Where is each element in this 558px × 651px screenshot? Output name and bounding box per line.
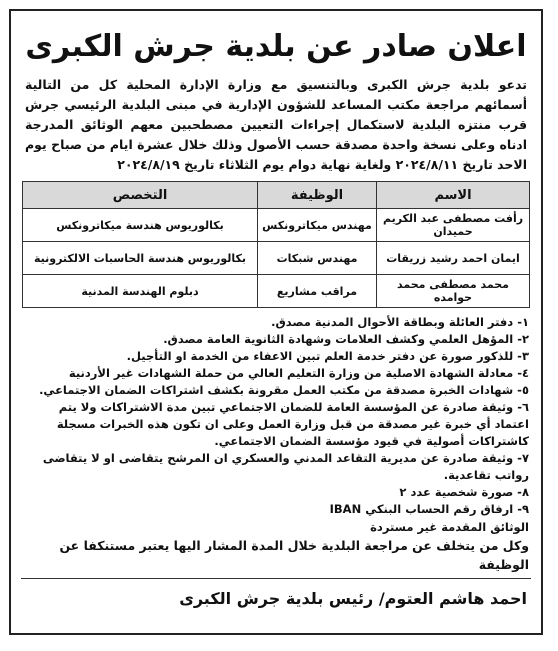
list-item: ١- دفتر العائلة وبطاقة الأحوال المدنية مصدق. xyxy=(271,315,529,329)
list-item: ٢- المؤهل العلمي وكشف العلامات وشهادة الثانوية العامة مصدق. xyxy=(163,332,529,346)
cell-specialty: دبلوم الهندسة المدنية xyxy=(23,275,258,308)
cell-name: رأفت مصطفى عبد الكريم حميدان xyxy=(377,209,530,242)
warning-note: وكل من يتخلف عن مراجعة البلدية خلال المدة المشار اليها يعتبر مستنكفا عن الوظيفة xyxy=(59,538,529,572)
cell-job: مهندس شبكات xyxy=(258,242,377,275)
table-row xyxy=(23,275,530,308)
cell-specialty: بكالوريوس هندسة الحاسبات الالكترونية xyxy=(23,242,258,275)
header-specialty: التخصص xyxy=(23,182,258,209)
list-item: ٧- وثيقة صادرة عن مديرية التقاعد المدني والعسكري ان المرشح يتقاضى او لا يتقاضى رواتب تقاعدية. xyxy=(42,451,529,482)
list-item: ٣- للذكور صورة عن دفتر خدمة العلم تبين الاعفاء من الخدمة او التأجيل. xyxy=(126,349,529,363)
cell-job: مهندس ميكاترونكس xyxy=(258,209,377,242)
candidates-table xyxy=(22,181,530,308)
cell-name: محمد مصطفى محمد حوامده xyxy=(377,275,530,308)
header-name: الاسم xyxy=(377,182,530,209)
cell-job: مراقب مشاريع xyxy=(258,275,377,308)
table-row xyxy=(23,209,530,242)
announcement-title: اعلان صادر عن بلدية جرش الكبرى xyxy=(25,29,527,64)
list-item: ٩- ارفاق رقم الحساب البنكي IBAN xyxy=(329,502,529,516)
cell-name: ايمان احمد رشيد زريقات xyxy=(377,242,530,275)
divider xyxy=(21,578,531,579)
signature: احمد هاشم العتوم/ رئيس بلدية جرش الكبرى xyxy=(179,589,527,608)
cell-specialty: بكالوريوس هندسة ميكاترونكس xyxy=(23,209,258,242)
list-item: ٥- شهادات الخبرة مصدقة من مكتب العمل مقرونة بكشف اشتراكات الضمان الاجتماعي. xyxy=(39,383,529,397)
table-row xyxy=(23,242,530,275)
documents-note: الوثائق المقدمة غير مستردة xyxy=(370,520,529,534)
table-header-row xyxy=(23,182,530,209)
list-item: ٦- وثيقة صادرة عن المؤسسة العامة للضمان الاجتماعي تبين مدة الاشتراكات ولا يتم اعتماد أي خبرة غير مصدقة من قبل وزارة العمل وعلى ان تكون هذه الخبرات مسجلة كاشتراكات أصولية في قيود مؤسسة الضمان الاجتماعي. xyxy=(56,400,529,448)
announcement-frame xyxy=(9,9,543,635)
header-job: الوظيفة xyxy=(258,182,377,209)
requirements-list xyxy=(23,314,529,518)
list-item: ٨- صورة شخصية عدد ٢ xyxy=(399,485,529,499)
list-item: ٤- معادلة الشهادة الاصلية من وزارة التعليم العالي من حملة الشهادات غير الأردنية xyxy=(68,366,529,380)
intro-paragraph: تدعو بلدية جرش الكبرى وبالتنسيق مع وزارة الإدارة المحلية كل من التالية أسمائهم مراجعة مكتب المساعد للشؤون الإدارية في مبنى البلدية الرئيسي جرش قرب منتزه البلدية لاستكمال إجراءات التعيين مصطحبين معهم الوثائق المدرجة ادناه وعلى نسخة واحدة مصدقة حسب الأصول وذلك خلال عشرة ايام من صباح يوم الاحد تاريخ ٢٠٢٤/٨/١١ ولغاية نهاية دوام يوم الثلاثاء تاريخ ٢٠٢٤/٨/١٩ xyxy=(25,77,527,172)
